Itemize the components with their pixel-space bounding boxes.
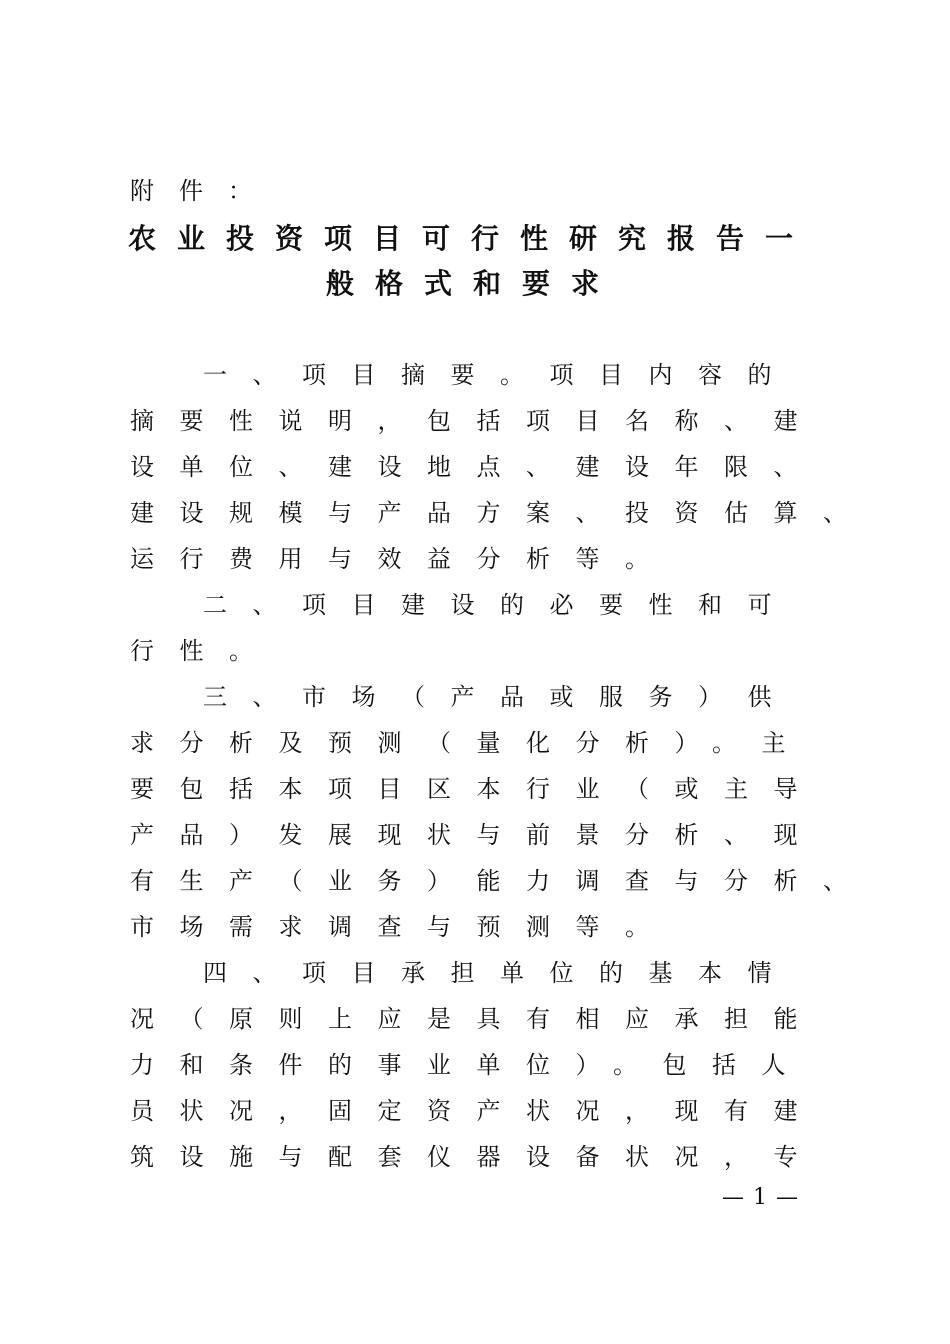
page-number: — 1 — xyxy=(722,1185,799,1210)
document-title-line-2: 般格式和要求 xyxy=(326,267,621,300)
paragraph-line: 建设规模与产品方案、投资估算、 xyxy=(130,499,873,527)
paragraph-line: 求分析及预测（量化分析）。主 xyxy=(130,729,811,757)
paragraph-line: 产品）发展现状与前景分析、现 xyxy=(130,821,823,849)
paragraph-line: 有生产（业务）能力调查与分析、 xyxy=(130,867,873,895)
paragraph-line: 况（原则上应是具有相应承担能 xyxy=(130,1005,823,1033)
section-heading-4: 四、项目承担单位的基本情 xyxy=(203,959,797,987)
paragraph-line: 行性。 xyxy=(130,637,279,665)
paragraph-line: 运行费用与效益分析等。 xyxy=(130,545,675,573)
paragraph-line: 力和条件的事业单位）。包括人 xyxy=(130,1051,811,1079)
annex-label: 附件： xyxy=(130,177,277,205)
paragraph-line: 设单位、建设地点、建设年限、 xyxy=(130,453,823,481)
paragraph-line: 摘要性说明，包括项目名称、建 xyxy=(130,407,823,435)
section-heading-3: 三、市场（产品或服务）供 xyxy=(203,683,797,711)
section-heading-1: 一、项目摘要。项目内容的 xyxy=(203,361,797,389)
section-heading-2: 二、项目建设的必要性和可 xyxy=(203,591,797,619)
document-title-line-1: 农业投资项目可行性研究报告一 xyxy=(128,222,815,255)
paragraph-line: 要包括本项目区本行业（或主导 xyxy=(130,775,823,803)
paragraph-line: 筑设施与配套仪器设备状况，专 xyxy=(130,1143,823,1171)
paragraph-line: 员状况，固定资产状况，现有建 xyxy=(130,1097,823,1125)
paragraph-line: 市场需求调查与预测等。 xyxy=(130,913,675,941)
